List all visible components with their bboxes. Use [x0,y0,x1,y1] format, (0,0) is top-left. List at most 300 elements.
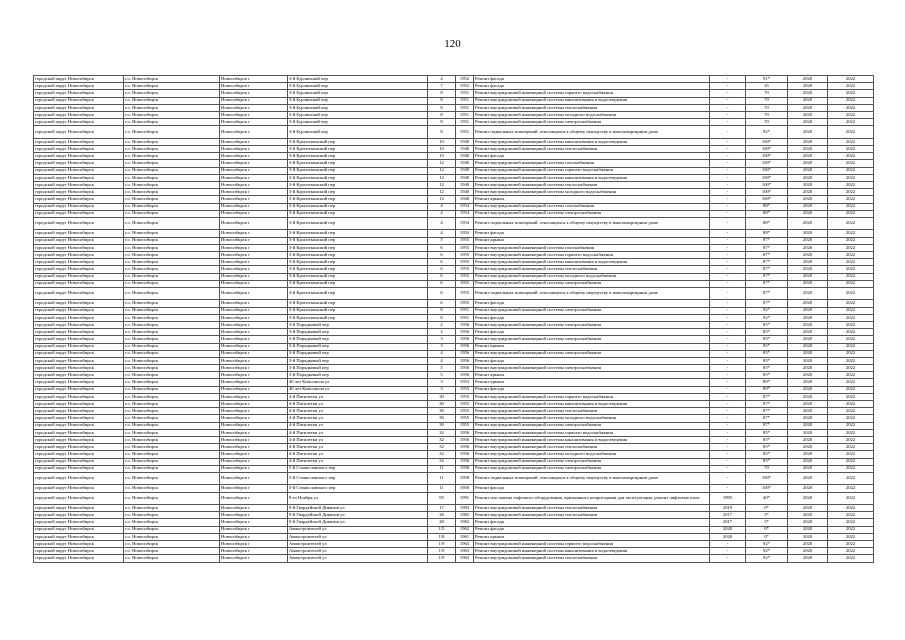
cell-house-number: 32 [428,458,456,465]
cell-locality-short: г.о. Новосибирск [124,287,220,300]
cell-build-year: 1951 [456,126,474,139]
cell-wear-percent: 88* [746,217,788,230]
cell-municipality: городской округ Новосибирск [34,189,124,196]
cell-house-number: 30 [428,401,456,408]
table-row [34,357,874,364]
cell-plan-end-year: 2022 [828,266,874,273]
cell-plan-start-year: 2020 [788,350,828,357]
cell-house-number: 10 [428,153,456,160]
cell-wear-percent: 70 [746,111,788,118]
cell-plan-start-year: 2020 [788,119,828,126]
cell-street: 4-й Пятилетки ул [288,408,428,415]
cell-street: 3-й Бурлинский пер [288,111,428,118]
cell-plan-end-year: 2022 [828,533,874,540]
cell-build-year: 1956 [456,436,474,443]
cell-build-year: 1940 [456,181,474,188]
cell-build-year: 1956 [456,451,474,458]
cell-plan-start-year: 2020 [788,451,828,458]
cell-plan-end-year: 2022 [828,408,874,415]
cell-municipality: городской округ Новосибирск [34,273,124,280]
cell-plan-start-year: 2020 [788,519,828,526]
cell-work-type: Ремонт внутридомовой инженерной системы горячего водоснабжения [474,90,710,97]
cell-work-type: Ремонт внутридомовой инженерной системы теплоснабжения [474,555,710,562]
table-row [34,259,874,266]
cell-wear-percent: 100* [746,138,788,145]
cell-settlement: Новосибирск г [220,119,288,126]
cell-plan-start-year: 2020 [788,90,828,97]
cell-work-type: Ремонт внутридомовой инженерной системы холодного водоснабжения [474,111,710,118]
cell-build-year: 1952 [456,76,474,83]
table-row [34,415,874,422]
cell-settlement: Новосибирск г [220,465,288,472]
cell-wear-percent: 89* [746,379,788,386]
cell-settlement: Новосибирск г [220,196,288,203]
table-row [34,555,874,562]
cell-build-year: 1956 [456,365,474,372]
cell-street: 40 лет Комсомола ул [288,386,428,393]
cell-work-type: Ремонт крыши [474,372,710,379]
cell-locality-short: г.о. Новосибирск [124,237,220,244]
cell-settlement: Новосибирск г [220,273,288,280]
cell-build-year: 1940 [456,160,474,167]
cell-last-repair-year: - [710,343,746,350]
cell-municipality: городской округ Новосибирск [34,104,124,111]
cell-plan-end-year: 2022 [828,244,874,251]
cell-plan-start-year: 2020 [788,555,828,562]
cell-wear-percent: 87* [746,415,788,422]
cell-municipality: городской округ Новосибирск [34,181,124,188]
cell-house-number: 8 [428,119,456,126]
cell-plan-end-year: 2022 [828,217,874,230]
cell-house-number: 1/9 [428,541,456,548]
cell-street: 3-й Кропоткинский пер [288,196,428,203]
cell-house-number: 30 [428,393,456,400]
cell-build-year: 1982 [456,512,474,519]
cell-municipality: городской округ Новосибирск [34,287,124,300]
cell-work-type: Ремонт внутридомовой инженерной системы электроснабжения [474,119,710,126]
cell-municipality: городской округ Новосибирск [34,429,124,436]
cell-work-type: Ремонт фасада [474,519,710,526]
cell-settlement: Новосибирск г [220,533,288,540]
cell-last-repair-year: - [710,485,746,492]
cell-settlement: Новосибирск г [220,357,288,364]
cell-plan-start-year: 2020 [788,230,828,237]
cell-work-type: Ремонт внутридомовой инженерной системы электроснабжения [474,307,710,314]
cell-locality-short: г.о. Новосибирск [124,408,220,415]
table-row [34,526,874,533]
cell-build-year: 1956 [456,350,474,357]
cell-municipality: городской округ Новосибирск [34,146,124,153]
cell-plan-start-year: 2020 [788,444,828,451]
table-row [34,372,874,379]
cell-plan-start-year: 2020 [788,505,828,512]
table-row [34,444,874,451]
cell-last-repair-year: - [710,357,746,364]
table-body [34,76,874,563]
cell-wear-percent: 87* [746,266,788,273]
cell-locality-short: г.о. Новосибирск [124,422,220,429]
cell-work-type: Ремонт фасада [474,386,710,393]
table-row [34,230,874,237]
cell-street: 3-й Кропоткинский пер [288,217,428,230]
cell-street: 3-й Кропоткинский пер [288,273,428,280]
cell-plan-end-year: 2022 [828,126,874,139]
cell-municipality: городской округ Новосибирск [34,415,124,422]
cell-wear-percent: 85* [746,451,788,458]
cell-last-repair-year: - [710,350,746,357]
cell-last-repair-year: - [710,196,746,203]
cell-wear-percent: 100* [746,153,788,160]
cell-last-repair-year: - [710,379,746,386]
cell-wear-percent: 87* [746,259,788,266]
cell-work-type: Ремонт внутридомовой инженерной системы теплоснабжения [474,181,710,188]
cell-build-year: 1955 [456,273,474,280]
cell-plan-end-year: 2022 [828,138,874,145]
cell-plan-start-year: 2020 [788,541,828,548]
cell-work-type: Ремонт крыши [474,533,710,540]
cell-settlement: Новосибирск г [220,300,288,307]
cell-build-year: 1951 [456,111,474,118]
cell-last-repair-year: 2019 [710,505,746,512]
cell-municipality: городской округ Новосибирск [34,451,124,458]
cell-plan-end-year: 2022 [828,372,874,379]
cell-work-type: Ремонт фасада [474,485,710,492]
table-row [34,408,874,415]
cell-plan-end-year: 2022 [828,280,874,287]
table-row [34,203,874,210]
cell-locality-short: г.о. Новосибирск [124,189,220,196]
cell-last-repair-year: - [710,146,746,153]
cell-street: 3-й Кропоткинский пер [288,259,428,266]
cell-plan-start-year: 2020 [788,379,828,386]
cell-house-number: 32 [428,451,456,458]
cell-build-year: 1955 [456,251,474,258]
cell-house-number: 30 [428,415,456,422]
cell-settlement: Новосибирск г [220,436,288,443]
cell-settlement: Новосибирск г [220,429,288,436]
cell-work-type: Ремонт внутридомовой инженерной системы горячего водоснабжения [474,251,710,258]
cell-plan-start-year: 2020 [788,526,828,533]
cell-wear-percent: 25 [746,83,788,90]
cell-wear-percent: 87* [746,408,788,415]
cell-work-type: Ремонт внутридомовой инженерной системы газоснабжения [474,244,710,251]
table-row [34,485,874,492]
cell-last-repair-year: - [710,97,746,104]
cell-plan-end-year: 2022 [828,465,874,472]
table-row [34,548,874,555]
cell-street: 3-й Кропоткинский пер [288,244,428,251]
cell-house-number: 4 [428,210,456,217]
cell-locality-short: г.о. Новосибирск [124,401,220,408]
cell-plan-start-year: 2020 [788,485,828,492]
cell-settlement: Новосибирск г [220,314,288,321]
cell-plan-start-year: 2020 [788,357,828,364]
cell-last-repair-year: - [710,217,746,230]
cell-street: 4-й Пятилетки ул [288,444,428,451]
cell-last-repair-year: - [710,393,746,400]
cell-locality-short: г.о. Новосибирск [124,436,220,443]
cell-street: 4-й Пятилетки ул [288,436,428,443]
cell-plan-end-year: 2022 [828,379,874,386]
cell-house-number: 3 [428,343,456,350]
cell-street: 3-й Кропоткинский пер [288,181,428,188]
cell-street: 9-го Ноября ул [288,492,428,505]
cell-plan-start-year: 2020 [788,111,828,118]
cell-house-number: 8 [428,126,456,139]
cell-plan-start-year: 2020 [788,259,828,266]
cell-last-repair-year: - [710,451,746,458]
cell-plan-end-year: 2022 [828,492,874,505]
cell-last-repair-year: - [710,90,746,97]
cell-settlement: Новосибирск г [220,244,288,251]
page-number: 120 [444,38,461,50]
cell-work-type: Ремонт крыши [474,343,710,350]
table-row [34,273,874,280]
cell-plan-end-year: 2022 [828,451,874,458]
cell-municipality: городской округ Новосибирск [34,519,124,526]
cell-municipality: городской округ Новосибирск [34,251,124,258]
cell-house-number: 32 [428,429,456,436]
cell-house-number: 2 [428,321,456,328]
cell-house-number: 7 [428,83,456,90]
cell-plan-start-year: 2020 [788,76,828,83]
cell-plan-end-year: 2022 [828,167,874,174]
cell-plan-start-year: 2020 [788,401,828,408]
cell-locality-short: г.о. Новосибирск [124,444,220,451]
cell-house-number: 1/8 [428,533,456,540]
cell-locality-short: г.о. Новосибирск [124,357,220,364]
cell-last-repair-year: - [710,244,746,251]
cell-locality-short: г.о. Новосибирск [124,555,220,562]
cell-build-year: 1953 [456,379,474,386]
cell-last-repair-year: 2017 [710,512,746,519]
cell-house-number: 12 [428,174,456,181]
cell-municipality: городской округ Новосибирск [34,307,124,314]
cell-wear-percent: 40* [746,492,788,505]
cell-plan-end-year: 2022 [828,307,874,314]
cell-wear-percent: 87* [746,273,788,280]
cell-last-repair-year: - [710,401,746,408]
cell-last-repair-year: - [710,329,746,336]
cell-municipality: городской округ Новосибирск [34,83,124,90]
cell-wear-percent: 100* [746,485,788,492]
cell-house-number: 4 [428,230,456,237]
cell-locality-short: г.о. Новосибирск [124,259,220,266]
cell-plan-start-year: 2020 [788,465,828,472]
cell-street: 5-й Станиславского пер [288,465,428,472]
cell-last-repair-year: - [710,472,746,485]
cell-plan-end-year: 2022 [828,436,874,443]
table-row [34,429,874,436]
cell-wear-percent: 100* [746,196,788,203]
cell-locality-short: г.о. Новосибирск [124,146,220,153]
cell-locality-short: г.о. Новосибирск [124,203,220,210]
table-row [34,393,874,400]
cell-settlement: Новосибирск г [220,321,288,328]
cell-house-number: 12 [428,196,456,203]
cell-street: 4-й Пятилетки ул [288,422,428,429]
cell-plan-end-year: 2022 [828,350,874,357]
cell-house-number: 8 [428,307,456,314]
cell-locality-short: г.о. Новосибирск [124,343,220,350]
cell-settlement: Новосибирск г [220,492,288,505]
cell-plan-start-year: 2020 [788,266,828,273]
cell-plan-start-year: 2020 [788,436,828,443]
cell-locality-short: г.о. Новосибирск [124,217,220,230]
cell-plan-start-year: 2020 [788,210,828,217]
cell-house-number: 4 [428,203,456,210]
cell-settlement: Новосибирск г [220,444,288,451]
cell-plan-end-year: 2022 [828,119,874,126]
cell-municipality: городской округ Новосибирск [34,266,124,273]
cell-last-repair-year: - [710,287,746,300]
cell-settlement: Новосибирск г [220,555,288,562]
cell-last-repair-year: - [710,210,746,217]
cell-plan-end-year: 2022 [828,422,874,429]
cell-last-repair-year: - [710,76,746,83]
cell-municipality: городской округ Новосибирск [34,300,124,307]
cell-plan-end-year: 2022 [828,329,874,336]
cell-plan-end-year: 2022 [828,429,874,436]
cell-street: 4-й Пятилетки ул [288,451,428,458]
cell-house-number: 4 [428,76,456,83]
cell-last-repair-year: - [710,321,746,328]
cell-last-repair-year: - [710,126,746,139]
cell-plan-start-year: 2020 [788,336,828,343]
cell-plan-start-year: 2020 [788,533,828,540]
cell-house-number: 8 [428,104,456,111]
cell-work-type: Ремонт внутридомовой инженерной системы теплоснабжения [474,444,710,451]
cell-locality-short: г.о. Новосибирск [124,126,220,139]
cell-last-repair-year: 2020 [710,526,746,533]
cell-house-number: 12 [428,167,456,174]
cell-street: 3-й Кропоткинский пер [288,203,428,210]
cell-street: Авиастроителей ул [288,548,428,555]
cell-street: 3-й Кропоткинский пер [288,280,428,287]
cell-house-number: 3 [428,379,456,386]
cell-build-year: 1956 [456,357,474,364]
cell-last-repair-year: - [710,104,746,111]
cell-last-repair-year: - [710,273,746,280]
cell-wear-percent: 85* [746,372,788,379]
cell-street: 4-й Пятилетки ул [288,415,428,422]
cell-wear-percent: 0* [746,505,788,512]
cell-plan-start-year: 2020 [788,97,828,104]
cell-settlement: Новосибирск г [220,138,288,145]
cell-build-year: 1953 [456,386,474,393]
cell-settlement: Новосибирск г [220,160,288,167]
cell-build-year: 1956 [456,343,474,350]
cell-build-year: 1962 [456,526,474,533]
cell-build-year: 1956 [456,321,474,328]
cell-work-type: Ремонт фасада [474,83,710,90]
cell-street: 3-й Порядковый пер [288,321,428,328]
cell-settlement: Новосибирск г [220,519,288,526]
cell-last-repair-year: - [710,266,746,273]
cell-plan-end-year: 2022 [828,548,874,555]
cell-locality-short: г.о. Новосибирск [124,210,220,217]
table-row [34,519,874,526]
cell-wear-percent: 3* [746,519,788,526]
cell-locality-short: г.о. Новосибирск [124,307,220,314]
cell-work-type: Ремонт внутридомовой инженерной системы канализования и водоотведения [474,259,710,266]
cell-work-type: Ремонт подвальных помещений, относящихся к общему имуществу в многоквартирном доме [474,217,710,230]
cell-locality-short: г.о. Новосибирск [124,541,220,548]
cell-build-year: 1955 [456,266,474,273]
cell-house-number: 6 [428,266,456,273]
cell-wear-percent: 85* [746,350,788,357]
table-row [34,336,874,343]
cell-street: 3-й Бурлинский пер [288,76,428,83]
cell-settlement: Новосибирск г [220,126,288,139]
cell-plan-end-year: 2022 [828,415,874,422]
cell-street: Авиастроителей ул [288,526,428,533]
cell-settlement: Новосибирск г [220,104,288,111]
table-row [34,167,874,174]
cell-locality-short: г.о. Новосибирск [124,230,220,237]
cell-work-type: Ремонт внутридомовой инженерной системы электроснабжения [474,465,710,472]
cell-municipality: городской округ Новосибирск [34,244,124,251]
cell-street: 3-й Порядковый пер [288,343,428,350]
cell-street: 3-й Кропоткинский пер [288,307,428,314]
cell-municipality: городской округ Новосибирск [34,196,124,203]
table-row [34,451,874,458]
cell-last-repair-year: - [710,111,746,118]
cell-house-number: 32 [428,444,456,451]
cell-plan-end-year: 2022 [828,541,874,548]
cell-build-year: 1956 [456,429,474,436]
cell-work-type: Ремонт подвальных помещений, относящихся к общему имуществу в многоквартирном доме [474,472,710,485]
cell-street: 3-й Порядковый пер [288,350,428,357]
cell-work-type: Ремонт крыши [474,196,710,203]
cell-street: 3-й Кропоткинский пер [288,153,428,160]
cell-locality-short: г.о. Новосибирск [124,160,220,167]
cell-last-repair-year: - [710,174,746,181]
cell-plan-end-year: 2022 [828,321,874,328]
cell-street: 5-й Станиславского пер [288,472,428,485]
cell-work-type: Ремонт внутридомовой инженерной системы электроснабжения [474,210,710,217]
cell-plan-start-year: 2020 [788,329,828,336]
table-row [34,329,874,336]
cell-house-number: 1/5 [428,526,456,533]
cell-house-number: 5 [428,237,456,244]
cell-settlement: Новосибирск г [220,329,288,336]
table-row [34,244,874,251]
cell-build-year: 1963 [456,555,474,562]
cell-build-year: 1956 [456,458,474,465]
cell-street: 3-й Бурлинский пер [288,119,428,126]
cell-plan-start-year: 2020 [788,153,828,160]
cell-wear-percent: 85* [746,458,788,465]
cell-house-number: 10 [428,146,456,153]
cell-locality-short: г.о. Новосибирск [124,458,220,465]
cell-build-year: 1956 [456,372,474,379]
cell-wear-percent: 87* [746,300,788,307]
cell-work-type: Ремонт подвальных помещений, относящихся к общему имуществу в многоквартирном доме [474,287,710,300]
table-row [34,146,874,153]
cell-settlement: Новосибирск г [220,230,288,237]
cell-locality-short: г.о. Новосибирск [124,300,220,307]
cell-house-number: 4 [428,217,456,230]
cell-settlement: Новосибирск г [220,422,288,429]
cell-work-type: Ремонт фасада [474,300,710,307]
cell-build-year: 1955 [456,300,474,307]
cell-work-type: Ремонт внутридомовой инженерной системы горячего водоснабжения [474,393,710,400]
cell-settlement: Новосибирск г [220,408,288,415]
cell-house-number: 3 [428,386,456,393]
cell-work-type: Ремонт внутридомовой инженерной системы газоснабжения [474,203,710,210]
cell-settlement: Новосибирск г [220,259,288,266]
